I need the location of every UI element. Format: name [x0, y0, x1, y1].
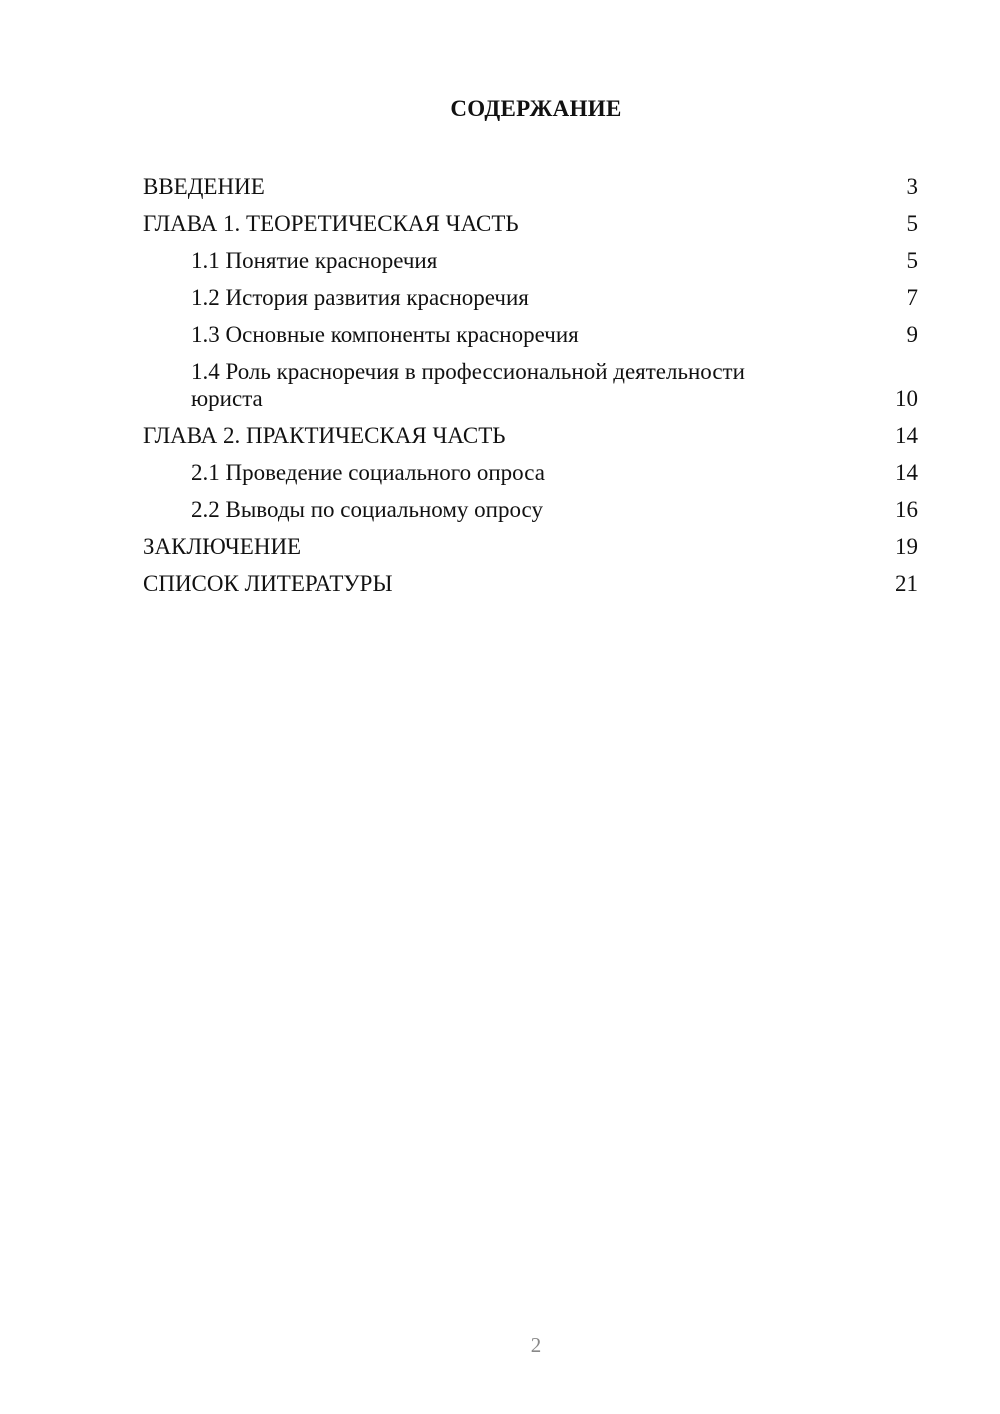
toc-entry-page: 7 — [906, 285, 918, 310]
toc-entry-chapter-2[interactable] — [143, 417, 918, 454]
toc-entry-chapter-1[interactable] — [143, 205, 918, 242]
toc-entry-page: 5 — [906, 211, 918, 236]
toc-entry-page: 19 — [895, 534, 918, 559]
toc-entry-page: 16 — [895, 497, 918, 522]
toc-entry-label: ЗАКЛЮЧЕНИЕ — [143, 534, 302, 559]
toc-entry-page: 14 — [895, 423, 918, 448]
toc-entry-label: 2.2 Выводы по социальному опросу — [191, 497, 543, 522]
toc-entry-section-2-1[interactable] — [143, 454, 918, 491]
toc-entry-page: 21 — [895, 571, 918, 596]
toc-entry-page: 10 — [895, 386, 918, 411]
toc-entry-label: 1.1 Понятие красноречия — [191, 248, 438, 273]
page-number: 2 — [530, 1333, 542, 1357]
toc-entry-page: 14 — [895, 460, 918, 485]
toc-entry-introduction[interactable] — [143, 168, 918, 205]
toc-entry-label: ГЛАВА 2. ПРАКТИЧЕСКАЯ ЧАСТЬ — [143, 423, 506, 448]
toc-entry-section-2-2[interactable] — [143, 491, 918, 528]
toc-entry-section-1-2[interactable] — [143, 279, 918, 316]
toc-entry-conclusion[interactable] — [143, 528, 918, 565]
toc-entry-label: 1.2 История развития красноречия — [191, 285, 529, 310]
toc-entry-page: 3 — [906, 174, 918, 199]
toc-entry-section-1-3[interactable] — [143, 316, 918, 353]
toc-entry-label: СПИСОК ЛИТЕРАТУРЫ — [143, 571, 393, 596]
toc-entry-page: 9 — [906, 322, 918, 347]
toc-entry-label: 1.3 Основные компоненты красноречия — [191, 322, 579, 347]
toc-entry-label: 2.1 Проведение социального опроса — [191, 460, 545, 485]
toc-entry-references[interactable] — [143, 565, 918, 602]
page-title: СОДЕРЖАНИЕ — [450, 96, 622, 121]
table-of-contents — [143, 168, 918, 602]
toc-entry-label: ГЛАВА 1. ТЕОРЕТИЧЕСКАЯ ЧАСТЬ — [143, 211, 519, 236]
toc-entry-section-1-1[interactable] — [143, 242, 918, 279]
toc-entry-section-1-4[interactable] — [143, 353, 918, 417]
toc-entry-page: 5 — [906, 248, 918, 273]
toc-entry-label: ВВЕДЕНИЕ — [143, 174, 265, 199]
toc-entry-label: 1.4 Роль красноречия в профессиональной деятельности юриста — [191, 359, 745, 411]
